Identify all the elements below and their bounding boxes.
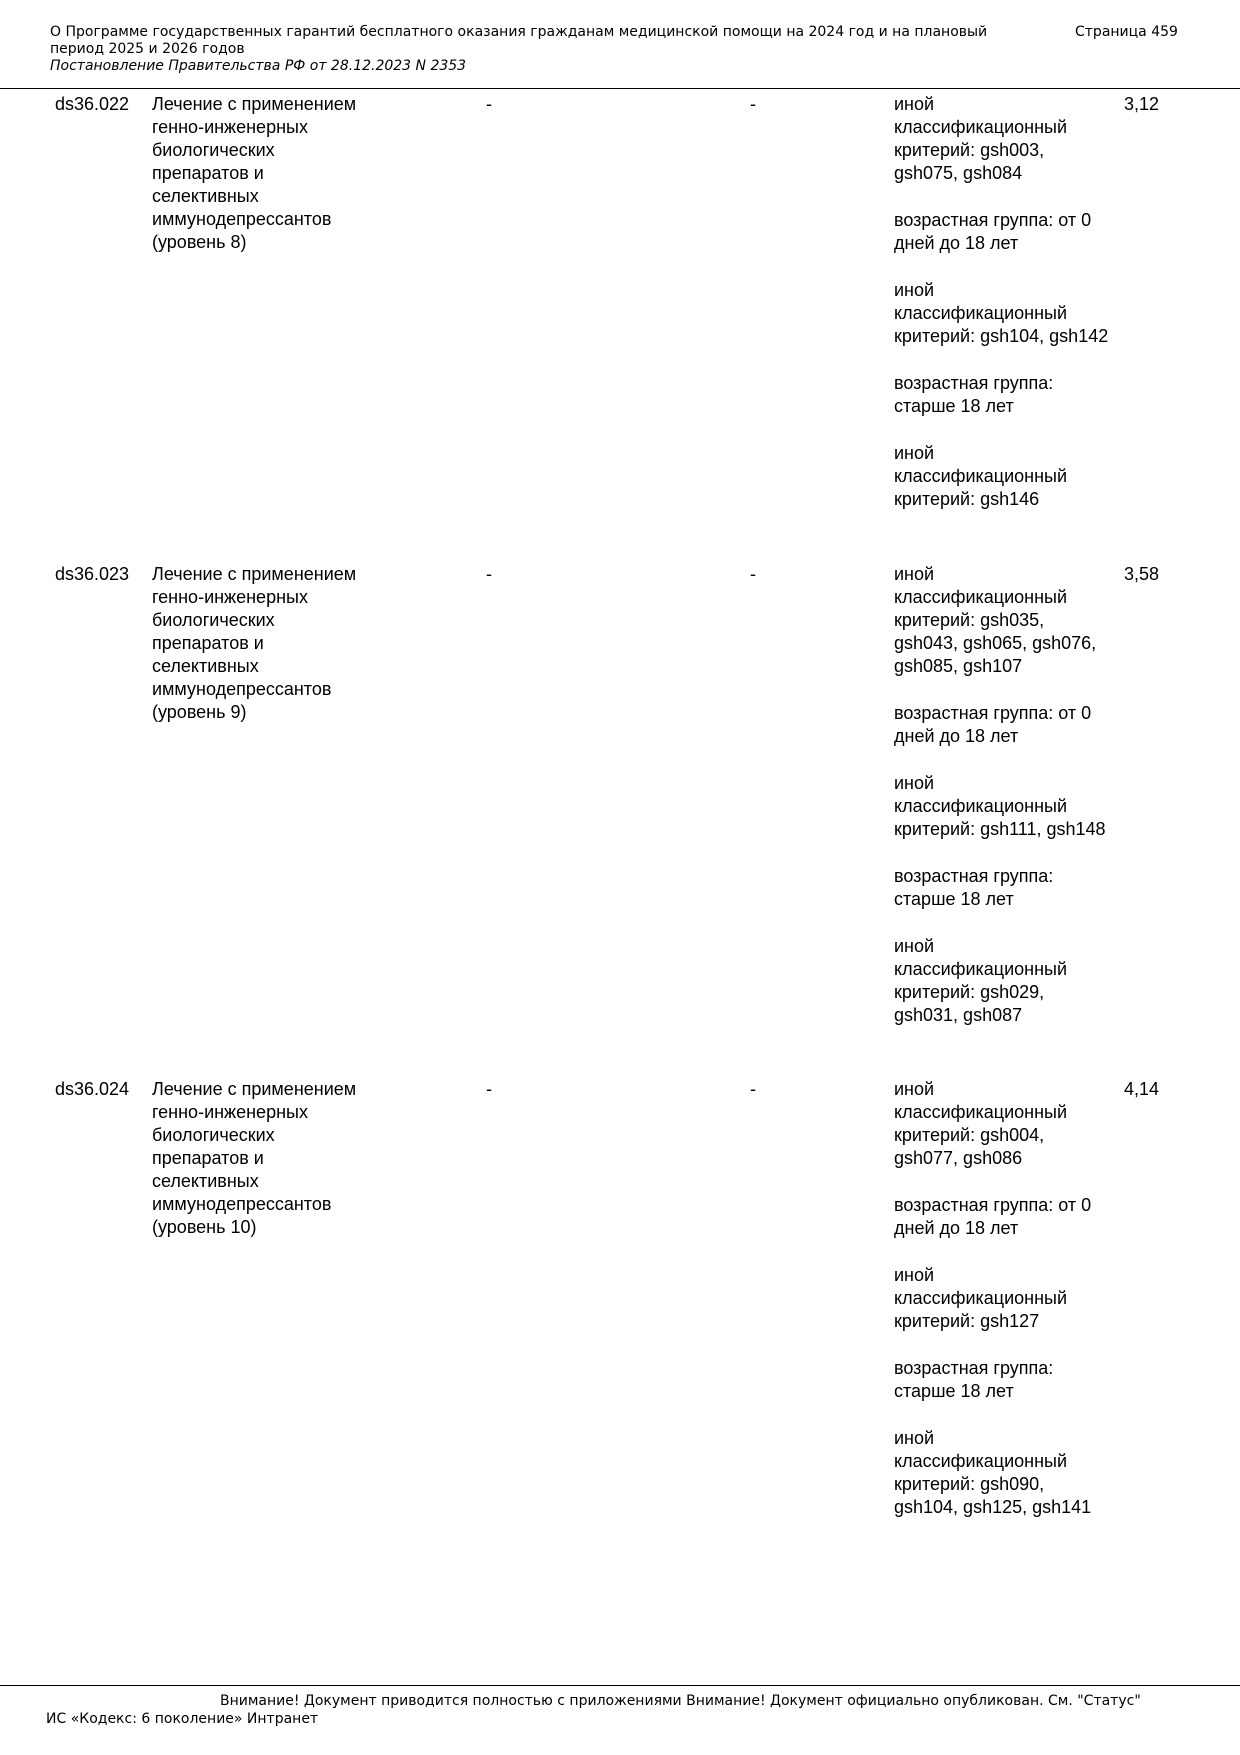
row-coefficient: 4,14 — [1124, 1079, 1160, 1099]
criteria-item: иной классификационный критерий: gsh104, gsh142 — [894, 280, 1109, 346]
page-number: Страница 459 — [1075, 24, 1178, 40]
criteria-item: иной классификационный критерий: gsh003, gsh075, gsh084 — [894, 94, 1068, 183]
row-coefficient: 3,12 — [1124, 94, 1160, 114]
row-coefficient: 3,58 — [1124, 564, 1160, 584]
row-code: ds36.023 — [55, 564, 130, 584]
document-subtitle: Постановление Правительства РФ от 28.12.2023 N 2353 — [50, 58, 467, 74]
criteria-item: возрастная группа: старше 18 лет — [894, 866, 1054, 909]
criteria-item: возрастная группа: старше 18 лет — [894, 373, 1054, 416]
document-title: О Программе государственных гарантий бесплатного оказания гражданам медицинской помощи на 2024 год и на плановый период 2025 и 2026 годов — [50, 24, 988, 57]
criteria-item: возрастная группа: старше 18 лет — [894, 1358, 1054, 1401]
footer-system: ИС «Кодекс: 6 поколение» Интранет — [46, 1711, 319, 1727]
row-name: Лечение с применением генно-инженерных биологических препаратов и селективных иммунодепрессантов (уровень 10) — [152, 1079, 357, 1237]
row-name: Лечение с применением генно-инженерных биологических препаратов и селективных иммунодепрессантов (уровень 9) — [152, 564, 357, 722]
criteria-item: иной классификационный критерий: gsh146 — [894, 443, 1068, 509]
row-dash: - — [486, 1079, 492, 1099]
criteria-item: иной классификационный критерий: gsh035, gsh043, gsh065, gsh076, gsh085, gsh107 — [894, 564, 1097, 676]
footer-divider — [0, 1685, 1240, 1686]
header-divider — [0, 88, 1240, 89]
table-row — [0, 1078, 1240, 1548]
criteria-item: иной классификационный критерий: gsh004, gsh077, gsh086 — [894, 1079, 1068, 1168]
criteria-item: иной классификационный критерий: gsh029, gsh031, gsh087 — [894, 936, 1068, 1025]
row-criteria — [894, 93, 1109, 511]
table-row — [0, 93, 1240, 563]
row-code: ds36.022 — [55, 94, 130, 114]
row-dash: - — [750, 1079, 756, 1099]
criteria-item: возрастная группа: от 0 дней до 18 лет — [894, 210, 1092, 253]
row-code: ds36.024 — [55, 1079, 130, 1099]
row-dash: - — [750, 564, 756, 584]
criteria-item: иной классификационный критерий: gsh111, gsh148 — [894, 773, 1106, 839]
row-criteria — [894, 563, 1109, 1027]
row-criteria — [894, 1078, 1109, 1519]
criteria-item: иной классификационный критерий: gsh127 — [894, 1265, 1068, 1331]
row-dash: - — [486, 94, 492, 114]
row-name: Лечение с применением генно-инженерных биологических препаратов и селективных иммунодепрессантов (уровень 8) — [152, 94, 357, 252]
criteria-item: иной классификационный критерий: gsh090, gsh104, gsh125, gsh141 — [894, 1428, 1092, 1517]
row-dash: - — [486, 564, 492, 584]
criteria-item: возрастная группа: от 0 дней до 18 лет — [894, 1195, 1092, 1238]
criteria-item: возрастная группа: от 0 дней до 18 лет — [894, 703, 1092, 746]
table-row — [0, 563, 1240, 1078]
tariff-table — [0, 93, 1240, 1548]
row-dash: - — [750, 94, 756, 114]
footer-notice: Внимание! Документ приводится полностью с приложениями Внимание! Документ официально опубликован. См. "Статус" — [220, 1693, 1141, 1709]
